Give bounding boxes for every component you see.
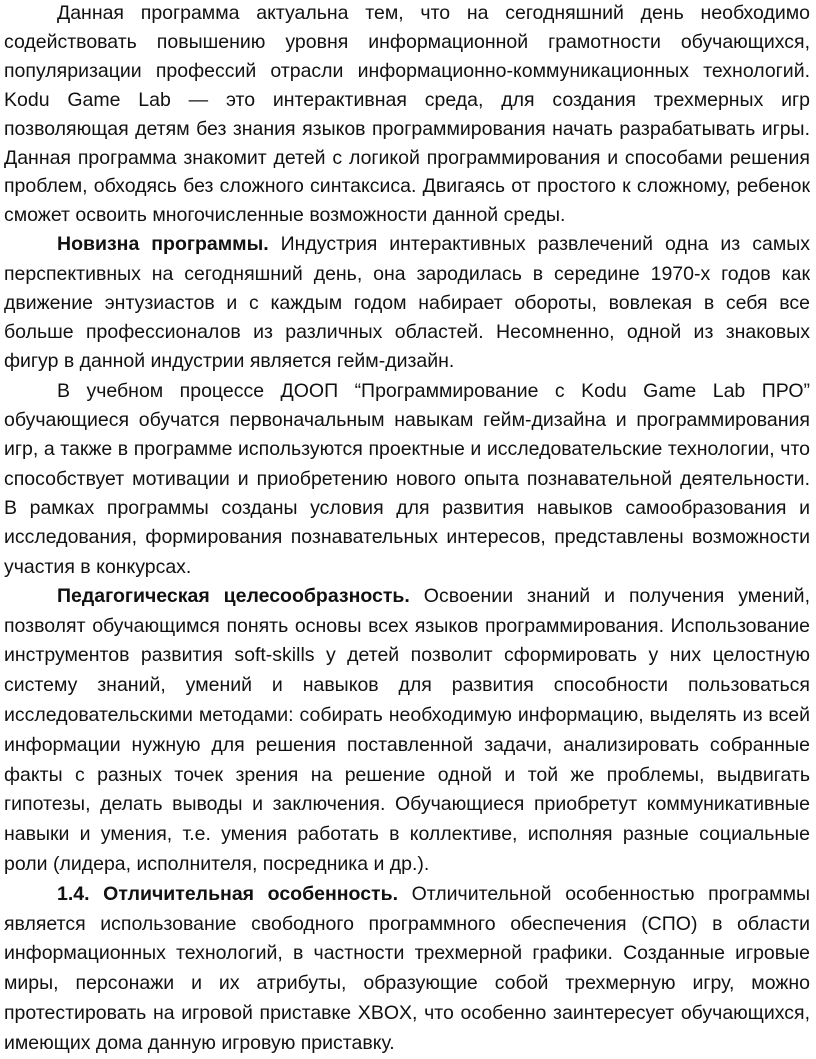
paragraph-distinctive-feature bbox=[4, 880, 810, 1059]
paragraph-pedagogical-expediency-text: Освоении знаний и получения умений, позволят обучающимся понять основы всех языков программирования. Использование инструментов развития soft-skills у детей позволит сформировать у них целостную систему знаний, умений и навыков для развития способности пользоваться исследовательскими методами: собирать необходимую информацию, выделять из всей информации нужную для решения поставленной задачи, анализировать собранные факты с разных точек зрения на решение одной и той же проблемы, выдвигать гипотезы, делать выводы и заключения. Обучающиеся приобретут коммуникативные навыки и умения, т.е. умения работать в коллективе, исполняя разные социальные роли (лидера, исполнителя, посредника и др.). bbox=[4, 584, 810, 875]
paragraph-relevance bbox=[4, 0, 810, 230]
paragraph-pedagogical-expediency bbox=[4, 582, 810, 880]
paragraph-distinctive-feature-text: Отличительной особенностью программы является использование свободного программного обеспечения (СПО) в области информационных технологий, в частности трехмерной графики. Созданные игровые миры, персонажи и их атрибуты, образующие собой трехмерную игру, можно протестировать на игровой приставке XBOX, что особенно заинтересует обучающихся, имеющих дома данную игровую приставку. bbox=[4, 882, 810, 1054]
paragraph-relevance-text: Данная программа актуальна тем, что на сегодняшний день необходимо содействовать повышению уровня информационной грамотности обучающихся, популяризации профессий отрасли информационно-коммуникационных технологий. Kodu Game Lab — это интерактивная среда, для создания трехмерных игр позволяющая детям без знания языков программирования начать разрабатывать игры. Данная программа знакомит детей с логикой программирования и способами решения проблем, обходясь без сложного синтаксиса. Двигаясь от простого к сложному, ребенок сможет освоить многочисленные возможности данной среды. bbox=[4, 2, 810, 227]
paragraph-pedagogical-expediency-heading: Педагогическая целесообразность. bbox=[57, 584, 410, 607]
paragraph-distinctive-feature-heading: 1.4. Отличительная особенность. bbox=[57, 882, 398, 905]
paragraph-novelty bbox=[4, 230, 810, 376]
paragraph-novelty-text: Индустрия интерактивных развлечений одна из самых перспективных на сегодняшний день, она зародилась в середине 1970-х годов как движение энтузиастов и с каждым годом набирает обороты, вовлекая в себя все больше профессионалов из различных областей. Несомненно, одной из знаковых фигур в данной индустрии является гейм-дизайн. bbox=[4, 233, 810, 373]
paragraph-learning-process-text: В учебном процессе ДООП “Программирование с Kodu Game Lab ПРО” обучающиеся обучатся первоначальным навыкам гейм-дизайна и программирования игр, а также в программе используются проектные и исследовательские технологии, что способствует мотивации и приобретению нового опыта познавательной деятельности. В рамках программы созданы условия для развития навыков самообразования и исследования, формирования познавательных интересов, представлены возможности участия в конкурсах. bbox=[4, 379, 810, 578]
paragraph-learning-process bbox=[4, 377, 810, 582]
paragraph-novelty-heading: Новизна программы. bbox=[57, 233, 269, 256]
